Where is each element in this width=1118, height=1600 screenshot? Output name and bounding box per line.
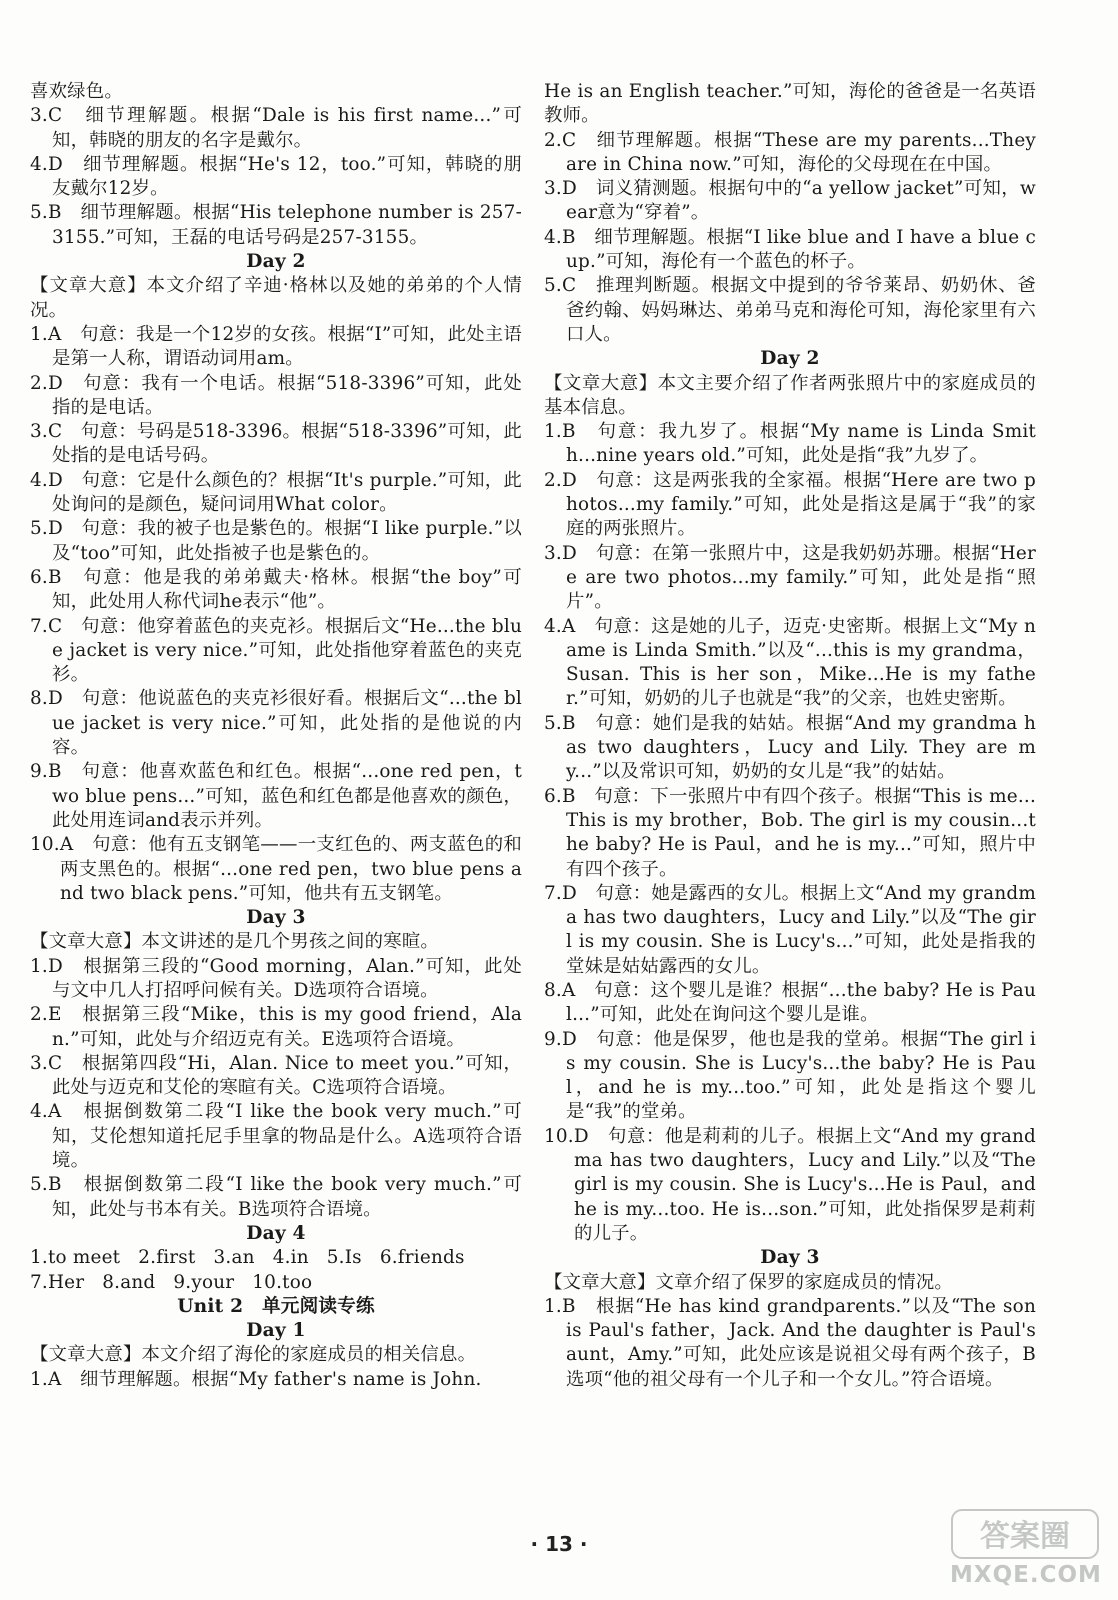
- fill-in-answer: 9.your: [173, 1271, 235, 1293]
- section-heading: Day 2: [760, 348, 820, 370]
- answer-explanation: 5.B 细节理解题。根据“His telephone number is 257-3155.”可知，王磊的电话号码是257-3155。: [30, 202, 522, 248]
- answer-explanation: 3.C 根据第四段“Hi，Alan. Nice to meet you.”可知，此处与迈克和艾伦的寒暄有关。C选项符合语境。: [30, 1052, 522, 1099]
- watermark-logo-icon: [950, 1506, 1100, 1562]
- answer-explanation: 2.E 根据第三段“Mike，this is my good friend，Alan.”可知，此处与介绍迈克有关。E选项符合语境。: [30, 1004, 522, 1050]
- paragraph-text: 喜欢绿色。: [30, 81, 123, 102]
- answer-explanation: 4.B 细节理解题。根据“I like blue and I have a blue cup.”可知，海伦有一个蓝色的杯子。: [544, 226, 1036, 273]
- fill-in-answer: 7.Her: [30, 1271, 85, 1293]
- answer-explanation: 7.D 句意：她是露西的女儿。根据上文“And my grandma has two daughters，Lucy and Lily.”以及“The girl is my cousin. She is Lucy's...”可知，此处是指我的堂妹是姑姑露西的女儿。: [544, 882, 1036, 977]
- fill-in-answer: 10.too: [252, 1271, 313, 1293]
- answer-explanation: 3.D 词义猜测题。根据句中的“a yellow jacket”可知，wear意为“穿着”。: [544, 178, 1036, 224]
- answer-explanation: 3.C 细节理解题。根据“Dale is his first name...”可知，韩晓的朋友的名字是戴尔。: [30, 105, 522, 151]
- fill-in-answer: 8.and: [102, 1271, 156, 1293]
- answer-explanation: 4.D 句意：它是什么颜色的？根据“It's purple.”可知，此处询问的是颜色，疑问词用What color。: [30, 469, 522, 516]
- left-column: [30, 80, 522, 1392]
- answer-explanation: 2.C 细节理解题。根据“These are my parents...They are in China now.”可知，海伦的父母现在在中国。: [544, 129, 1036, 175]
- answer-explanation: 5.B 句意：她们是我的姑姑。根据“And my grandma has two daughters，Lucy and Lily. They are my...”以及常识可知，奶奶的女儿是“我”的姑姑。: [544, 712, 1036, 783]
- section-heading: Day 4: [246, 1222, 306, 1244]
- fill-in-answer: 5.Is: [326, 1247, 362, 1269]
- answer-explanation: 1.D 根据第三段的“Good morning，Alan.”可知，此处与文中几人打招呼问候有关。D选项符合语境。: [30, 955, 522, 1001]
- section-heading: Unit 2 单元阅读专练: [177, 1295, 375, 1317]
- answer-explanation: 1.B 根据“He has kind grandparents.”以及“The son is Paul's father，Jack. And the daughter is Paul's aunt，Amy.”可知，此处应该是说祖父母有两个孩子，B选项“他的祖父母有一个儿子和一个女儿。”符合语境。: [544, 1295, 1036, 1390]
- section-heading: Day 3: [246, 907, 306, 929]
- section-heading: Day 2: [246, 251, 306, 273]
- watermark-logo-text: 答案圈: [980, 1519, 1070, 1554]
- watermark-domain: MXQE.COM: [950, 1562, 1102, 1588]
- paragraph-text: 【文章大意】本文讲述的是几个男孩之间的寒暄。: [30, 931, 439, 953]
- fill-in-answers-row: [30, 1246, 522, 1270]
- paragraph-text: 【文章大意】本文主要介绍了作者两张照片中的家庭成员的基本信息。: [544, 372, 1036, 418]
- page-number: · 13 ·: [530, 1532, 588, 1556]
- answer-explanation: 10.A 句意：他有五支钢笔——一支红色的、两支蓝色的和两支黑色的。根据“...one red pen，two blue pens and two black pens.”可知，他共有五支钢笔。: [30, 834, 522, 904]
- fill-in-answer: 3.an: [213, 1247, 255, 1269]
- answer-explanation: 8.A 句意：这个婴儿是谁？根据“...the baby? He is Paul...”可知，此处在询问这个婴儿是谁。: [544, 979, 1036, 1026]
- answer-explanation: 9.D 句意：他是保罗，他也是我的堂弟。根据“The girl is my cousin. She is Lucy's...the baby? He is Paul，and he is my...too.”可知，此处是指这个婴儿是“我”的堂弟。: [544, 1028, 1036, 1123]
- answer-explanation: 5.C 推理判断题。根据文中提到的爷爷莱昂、奶奶休、爸爸约翰、妈妈琳达、弟弟马克和海伦可知，海伦家里有六口人。: [544, 275, 1036, 345]
- answer-explanation: 9.B 句意：他喜欢蓝色和红色。根据“...one red pen，two blue pens...”可知，蓝色和红色都是他喜欢的颜色，此处用连词and表示并列。: [30, 761, 522, 831]
- paragraph-text: 【文章大意】文章介绍了保罗的家庭成员的情况。: [544, 1271, 953, 1293]
- answer-explanation: 3.C 句意：号码是518-3396。根据“518-3396”可知，此处指的是电话号码。: [30, 421, 522, 467]
- answer-explanation: 5.D 句意：我的被子也是紫色的。根据“I like purple.”以及“too”可知，此处指被子也是紫色的。: [30, 518, 522, 564]
- answer-explanation: 3.D 句意：在第一张照片中，这是我奶奶苏珊。根据“Here are two photos...my family.”可知，此处是指“照片”。: [544, 542, 1036, 613]
- answer-explanation: 4.D 细节理解题。根据“He's 12，too.”可知，韩晓的朋友戴尔12岁。: [30, 153, 522, 200]
- fill-in-answer: 6.friends: [379, 1247, 465, 1269]
- fill-in-answers-row: [30, 1271, 522, 1295]
- answer-explanation: 2.D 句意：我有一个电话。根据“518-3396”可知，此处指的是电话。: [30, 372, 522, 418]
- answer-explanation: 5.B 根据倒数第二段“I like the book very much.”可知，此处与书本有关。B选项符合语境。: [30, 1174, 522, 1220]
- watermark: [950, 1506, 1100, 1592]
- answer-explanation: 6.B 句意：他是我的弟弟戴夫·格林。根据“the boy”可知，此处用人称代词he表示“他”。: [30, 566, 522, 613]
- fill-in-answer: 2.first: [138, 1247, 196, 1269]
- fill-in-answer: 4.in: [272, 1247, 309, 1269]
- paragraph-text: 【文章大意】本文介绍了海伦的家庭成员的相关信息。: [30, 1344, 477, 1366]
- answer-explanation: 4.A 根据倒数第二段“I like the book very much.”可知，艾伦想知道托尼手里拿的物品是什么。A选项符合语境。: [30, 1101, 522, 1172]
- answer-explanation: 8.D 句意：他说蓝色的夹克衫很好看。根据后文“...the blue jacket is very nice.”可知，此处指的是他说的内容。: [30, 688, 522, 759]
- paragraph-text: He is an English teacher.”可知，海伦的爸爸是一名英语教师。: [544, 81, 1036, 127]
- answer-explanation: 1.A 细节理解题。根据“My father's name is John.: [30, 1368, 482, 1390]
- right-column: [544, 80, 1036, 1392]
- answer-explanation: 10.D 句意：他是莉莉的儿子。根据上文“And my grandma has two daughters，Lucy and Lily.”以及“The girl is my cousin. She is Lucy's...He is Paul，and he is my...too. He is...son.”可知，此处指保罗是莉莉的儿子。: [544, 1125, 1036, 1244]
- answer-explanation: 4.A 句意：这是她的儿子，迈克·史密斯。根据上文“My name is Linda Smith.”以及“...this is my grandma，Susan. This is her son，Mike...He is my father.”可知，奶奶的儿子也就是“我”的父亲，也姓史密斯。: [544, 615, 1036, 710]
- answer-explanation: 2.D 句意：这是两张我的全家福。根据“Here are two photos...my family.”可知，此处是指这是属于“我”的家庭的两张照片。: [544, 469, 1036, 540]
- paragraph-text: 【文章大意】本文介绍了辛迪·格林以及她的弟弟的个人情况。: [30, 275, 522, 321]
- answer-explanation: 1.B 句意：我九岁了。根据“My name is Linda Smith...nine years old.”可知，此处是指“我”九岁了。: [544, 421, 1036, 467]
- section-heading: Day 1: [246, 1320, 306, 1342]
- section-heading: Day 3: [760, 1247, 820, 1269]
- answer-explanation: 6.B 句意：下一张照片中有四个孩子。根据“This is me...This is my brother，Bob. The girl is my cousin...the baby? He is Paul，and he is my...”可知，照片中有四个孩子。: [544, 785, 1036, 880]
- answer-explanation: 1.A 句意：我是一个12岁的女孩。根据“I”可知，此处主语是第一人称，谓语动词用am。: [30, 323, 522, 370]
- answer-explanation: 7.C 句意：他穿着蓝色的夹克衫。根据后文“He...the blue jacket is very nice.”可知，此处指他穿着蓝色的夹克衫。: [30, 615, 522, 686]
- fill-in-answer: 1.to meet: [30, 1247, 121, 1269]
